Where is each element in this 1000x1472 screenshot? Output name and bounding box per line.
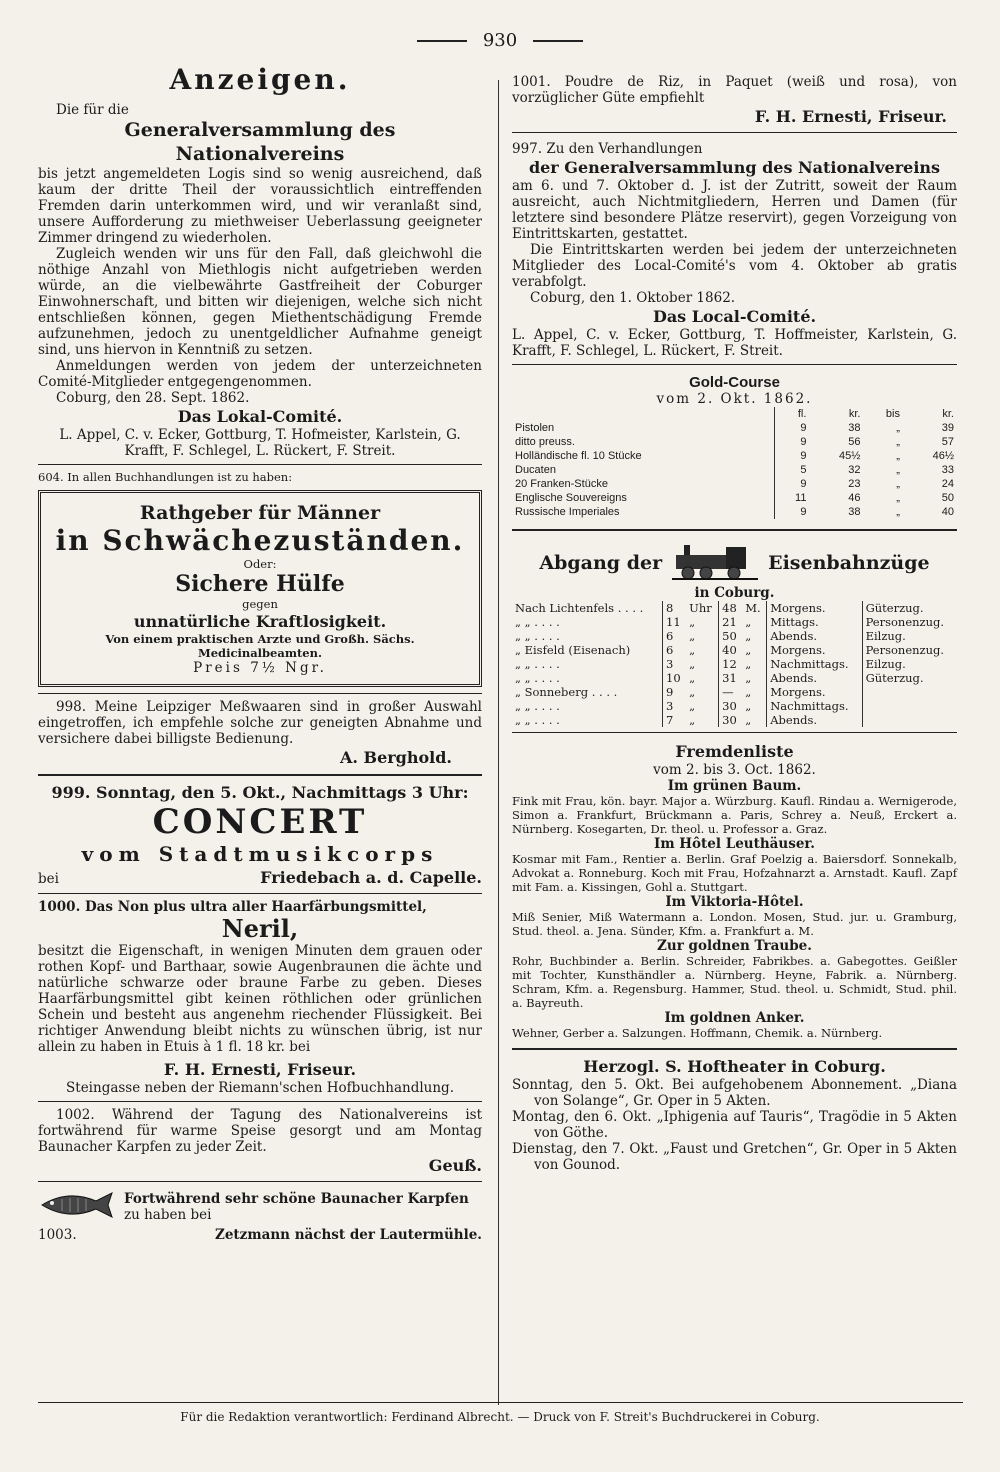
gold-cell-kr2: 40 — [941, 506, 954, 518]
ad1000-text: besitzt die Eigenschaft, in wenigen Minuten dem grauen oder rothen Kopf- und Barthaar, sowie Augenbraunen die ächte und natürliche schwarze oder braune Farbe zu geben. Dieses Haarfärbungsmittel gibt keinen röthlichen oder grünlichen Schein und besteht aus angenehm riechender Flüssigkeit. Bei richtiger Anwendung bleibt nichts zu wünschen übrig, ist nur allein zu haben in Etuis à 1 fl. 18 kr. bei — [38, 943, 482, 1055]
gold-cell-kr: 38 — [848, 506, 861, 518]
train-subtitle: in Coburg. — [694, 585, 775, 601]
train-cell-type: Personenzug. — [862, 615, 957, 629]
gold-cell-name: Ducaten — [515, 464, 556, 476]
ad604-price: Preis 7½ Ngr. — [193, 660, 327, 676]
gold-cell-kr: 46 — [848, 492, 861, 504]
ad1003-bottom — [38, 1227, 482, 1243]
right-column — [512, 74, 957, 1173]
train-row — [512, 629, 957, 643]
train-cell-type: Eilzug. — [862, 629, 957, 643]
ad604-line-7: Von einem praktischen Arzte und Großh. Sächs. Medicinalbeamten. — [105, 632, 415, 660]
ad1002-signature: Geuß. — [428, 1156, 482, 1175]
theater-line-2: Montag, den 6. Okt. „Iphigenia auf Tauris“, Tragödie in 5 Akten von Göthe. — [512, 1109, 957, 1141]
train-cell-type: Personenzug. — [862, 643, 957, 657]
divider — [38, 893, 482, 894]
ad997-names: L. Appel, C. v. Ecker, Gottburg, T. Hoffmeister, Karlstein, G. Krafft, F. Schlegel, L. Rückert, F. Streit. — [512, 327, 957, 359]
train-cell-time: Nachmittags. — [767, 699, 862, 713]
train-cell-minute: 31 — [719, 671, 743, 685]
theater-line-1: Sonntag, den 5. Okt. Bei aufgehobenem Abonnement. „Diana von Solange“, Gr. Oper in 5 Akten. — [512, 1077, 957, 1109]
ad997-line-1: 997. Zu den Verhandlungen — [512, 141, 703, 157]
train-cell-minute-unit: „ — [745, 643, 752, 657]
train-cell-minute: 12 — [719, 657, 743, 671]
ad1-paragraph-3: Anmeldungen werden von jedem der unterzeichneten Comité-Mitglieder entgegengenommen. — [38, 358, 482, 390]
train-cell-minute: 48 — [719, 601, 743, 615]
gold-cell-kr2: 46½ — [932, 450, 954, 462]
ad999-place: Friedebach a. d. Capelle. — [260, 868, 482, 887]
train-cell-destination: Nach Lichtenfels . . . . — [515, 601, 644, 615]
ad1000-address: Steingasse neben der Riemann'schen Hofbuchhandlung. — [66, 1080, 454, 1096]
train-cell-destination: „ „ . . . . — [515, 615, 560, 629]
divider — [512, 529, 957, 531]
train-cell-hour: 6 — [663, 643, 687, 657]
ad1003-text — [124, 1191, 482, 1223]
divider — [38, 1101, 482, 1102]
ad998-text: 998. Meine Leipziger Meßwaaren sind in großer Auswahl eingetroffen, ich empfehle solche zur geneigten Abnahme und versichere dabei billigste Bedienung. — [38, 699, 482, 747]
train-heading — [512, 541, 957, 585]
gold-cell-bis: „ — [896, 436, 900, 448]
train-cell-time: Morgens. — [767, 643, 862, 657]
train-cell-hour-unit: „ — [689, 643, 696, 657]
gold-header-bis: bis — [885, 408, 900, 420]
train-cell-minute-unit: „ — [745, 699, 752, 713]
gold-cell-name: Russische Imperiales — [515, 506, 620, 518]
ad604-line-2: in Schwächezuständen. — [55, 524, 465, 557]
train-cell-minute-unit: M. — [745, 601, 761, 615]
gold-row — [512, 477, 957, 491]
gold-row — [512, 505, 957, 519]
divider — [512, 132, 957, 133]
fremden-hotel-heading: Im Hôtel Leuthäuser. — [654, 836, 815, 852]
train-cell-hour-unit: „ — [689, 685, 696, 699]
train-cell-time: Morgens. — [767, 601, 862, 615]
train-cell-hour-unit: „ — [689, 671, 696, 685]
ad997-title: der Generalversammlung des Nationalvereins — [528, 158, 941, 177]
ad1003-line-3: Zetzmann nächst der Lautermühle. — [214, 1227, 482, 1243]
gold-subtitle: vom 2. Okt. 1862. — [656, 391, 813, 407]
gold-row — [512, 463, 957, 477]
train-cell-type — [862, 685, 957, 699]
train-cell-type: Güterzug. — [862, 601, 957, 615]
divider — [512, 1048, 957, 1050]
train-cell-hour-unit: „ — [689, 657, 696, 671]
ad1-paragraph-1: bis jetzt angemeldeten Logis sind so wenig ausreichend, daß kaum der dritte Theil der voraussichtlich eintreffenden Fremden darin unterkommen wird, und wir veranlaßt sind, unsere Aufforderung zu miethweiser Ueberlassung geeigneter Zimmer dringend zu wiederholen. — [38, 166, 482, 246]
section-heading: Anzeigen. — [169, 63, 351, 96]
train-cell-type — [862, 699, 957, 713]
ad1-title: Generalversammlung des Nationalvereins — [124, 119, 396, 165]
theater-line-3: Dienstag, den 7. Okt. „Faust und Gretchen“, Gr. Oper in 5 Akten von Gounod. — [512, 1141, 957, 1173]
fremden-hotel-heading: Im Viktoria-Hôtel. — [665, 894, 804, 910]
train-cell-minute-unit: „ — [745, 713, 752, 727]
train-cell-type: Eilzug. — [862, 657, 957, 671]
train-cell-type — [862, 713, 957, 727]
divider — [38, 1181, 482, 1182]
train-cell-hour-unit: „ — [689, 699, 696, 713]
ad1001-signature: F. H. Ernesti, Friseur. — [754, 107, 947, 126]
ad1000-line-1: 1000. Das Non plus ultra aller Haarfärbungsmittel, — [38, 899, 427, 915]
gold-header-fl: fl. — [774, 407, 809, 421]
ad997-paragraph-2: Die Eintrittskarten werden bei jedem der unterzeichneten Mitglieder des Local-Comité's vom 4. Oktober ab gratis verabfolgt. — [512, 242, 957, 290]
fremden-hotel-heading: Im grünen Baum. — [667, 778, 802, 794]
gold-cell-bis: „ — [896, 422, 900, 434]
gold-cell-fl: 5 — [774, 463, 809, 477]
fish-icon — [38, 1187, 118, 1227]
divider — [38, 464, 482, 465]
gold-cell-name: Pistolen — [515, 422, 555, 434]
train-cell-minute: — — [719, 685, 743, 699]
ad604-line-5: gegen — [242, 597, 278, 611]
ad999-location — [38, 867, 482, 888]
train-cell-minute-unit: „ — [745, 629, 752, 643]
ad604-line-4: Sichere Hülfe — [175, 571, 345, 597]
ad999-stadt: vom Stadtmusikcorps — [81, 842, 439, 866]
train-cell-minute-unit: „ — [745, 671, 752, 685]
gold-cell-fl: 9 — [774, 421, 809, 435]
ad1003-line-2: zu haben bei — [124, 1207, 212, 1223]
gold-cell-bis: „ — [896, 506, 900, 518]
gold-cell-name: Holländische fl. 10 Stücke — [515, 450, 642, 462]
gold-cell-kr2: 50 — [941, 492, 954, 504]
fremden-hotel-guests: Fink mit Frau, kön. bayr. Major a. Würzburg. Kaufl. Rindau a. Wernigerode, Simon a. Frankfurt, Brückmann a. Paris, Schrey a. Neuß, Erckert a. Nürnberg. Kosegarten, Dr. theol. u. Professor a. Graz. — [512, 794, 957, 836]
train-cell-destination: „ „ . . . . — [515, 671, 560, 685]
ad1003 — [38, 1187, 482, 1227]
page-number: 930 — [482, 30, 518, 51]
ad999-bei: bei — [38, 871, 59, 887]
train-cell-destination: „ „ . . . . — [515, 657, 560, 671]
train-cell-minute-unit: „ — [745, 657, 752, 671]
train-table — [512, 601, 957, 727]
ad999-line-1: 999. Sonntag, den 5. Okt., Nachmittags 3 Uhr: — [51, 783, 469, 802]
gold-row — [512, 449, 957, 463]
gold-cell-kr2: 39 — [941, 422, 954, 434]
train-cell-type: Güterzug. — [862, 671, 957, 685]
gold-row — [512, 491, 957, 505]
train-cell-minute: 21 — [719, 615, 743, 629]
locomotive-icon — [670, 541, 760, 585]
gold-cell-kr: 45½ — [839, 450, 861, 462]
gold-row — [512, 421, 957, 435]
train-cell-time: Mittags. — [767, 615, 862, 629]
train-row — [512, 601, 957, 615]
train-cell-time: Abends. — [767, 629, 862, 643]
gold-cell-fl: 9 — [774, 505, 809, 519]
train-cell-hour: 10 — [663, 671, 687, 685]
train-cell-destination: „ „ . . . . — [515, 629, 560, 643]
train-cell-hour: 8 — [663, 601, 687, 615]
fremden-list — [512, 778, 957, 1040]
gold-title: Gold-Course — [689, 374, 780, 391]
train-cell-destination: „ Sonneberg . . . . — [515, 685, 618, 699]
ad1000-neril: Neril, — [221, 914, 299, 943]
ad1-paragraph-2: Zugleich wenden wir uns für den Fall, daß gleichwohl die nöthige Anzahl von Miethlogis nicht aufgetrieben werden würde, an die vielbewährte Gastfreiheit der Coburger Einwohnerschaft, und bitten wir diejenigen, welche sich nicht entschließen können, gegen Miethentschädigung Fremde aufzunehmen, jedoch zu unentgeldlicher Aufnahme geneigt sind, uns hiervon in Kenntniß zu setzen. — [38, 246, 482, 358]
gold-cell-bis: „ — [896, 492, 900, 504]
fremden-hotel-heading: Zur goldnen Traube. — [657, 938, 812, 954]
ad604-line: 604. In allen Buchhandlungen ist zu haben: — [38, 470, 293, 484]
fremden-hotel-guests: Kosmar mit Fam., Rentier a. Berlin. Graf Poelzig a. Baiersdorf. Sonnekalb, Advokat a. Ronneburg. Koch mit Frau, Hofzahnarzt a. Arnstadt. Kaufl. Zapf mit Fam. a. Kissingen, Gohl a. Stuttgart. — [512, 852, 957, 894]
train-cell-hour: 11 — [663, 615, 687, 629]
gold-cell-fl: 11 — [774, 491, 809, 505]
train-cell-hour-unit: Uhr — [689, 601, 712, 615]
left-column — [38, 62, 482, 1243]
train-cell-hour-unit: „ — [689, 713, 696, 727]
ad1-names: L. Appel, C. v. Ecker, Gottburg, T. Hofmeister, Karlstein, G. Krafft, F. Schlegel, L. Rückert, F. Streit. — [59, 427, 461, 459]
train-cell-hour: 3 — [663, 657, 687, 671]
train-row — [512, 643, 957, 657]
page-footer: Für die Redaktion verantwortlich: Ferdinand Albrecht. — Druck von F. Streit's Buchdruckerei in Coburg. — [180, 1410, 820, 1424]
gold-header-kr: kr. — [848, 408, 861, 420]
train-cell-destination: „ „ . . . . — [515, 713, 560, 727]
train-cell-destination: „ Eisfeld (Eisenach) — [515, 643, 631, 657]
train-cell-minute-unit: „ — [745, 615, 752, 629]
ad1003-line-1: Fortwährend sehr schöne Baunacher Karpfen — [124, 1191, 469, 1207]
divider — [512, 364, 957, 365]
ad1002-text: 1002. Während der Tagung des Nationalvereins ist fortwährend für warme Speise gesorgt und am Montag Baunacher Karpfen zu jeder Zeit. — [38, 1107, 482, 1155]
divider — [38, 774, 482, 776]
gold-table — [512, 407, 957, 519]
gold-cell-name: 20 Franken-Stücke — [515, 478, 608, 490]
gold-cell-name: ditto preuss. — [515, 436, 575, 448]
ad1-signature: Das Lokal-Comité. — [177, 407, 343, 426]
train-cell-minute: 30 — [719, 713, 743, 727]
gold-cell-fl: 9 — [774, 477, 809, 491]
gold-cell-fl: 9 — [774, 435, 809, 449]
ad604-line-6: unnatürliche Kraftlosigkeit. — [133, 612, 387, 631]
fremden-hotel-guests: Wehner, Gerber a. Salzungen. Hoffmann, Chemik. a. Nürnberg. — [512, 1026, 883, 1040]
train-cell-minute-unit: „ — [745, 685, 752, 699]
ad1003-number: 1003. — [38, 1227, 77, 1243]
gold-cell-kr: 56 — [848, 436, 861, 448]
divider — [38, 693, 482, 694]
train-cell-minute: 40 — [719, 643, 743, 657]
train-cell-hour: 3 — [663, 699, 687, 713]
ad997-paragraph-1: am 6. und 7. Oktober d. J. ist der Zutritt, soweit der Raum ausreicht, auch Nichtmitgliedern, Herren und Damen (für letztere sind besondere Plätze reservirt), gegen Vorzeigung von Eintrittskarten, gestattet. — [512, 178, 957, 242]
gold-cell-kr: 38 — [848, 422, 861, 434]
ad997-date: Coburg, den 1. Oktober 1862. — [530, 290, 736, 306]
page-header — [0, 30, 1000, 51]
gold-header-kr2: kr. — [942, 408, 954, 420]
gold-cell-bis: „ — [896, 478, 900, 490]
header-dash-right — [533, 40, 583, 42]
theater-title: Herzogl. S. Hoftheater in Coburg. — [583, 1057, 886, 1076]
gold-row — [512, 435, 957, 449]
train-cell-hour: 7 — [663, 713, 687, 727]
ad999-concert: CONCERT — [152, 802, 368, 842]
train-cell-time: Abends. — [767, 671, 862, 685]
gold-cell-kr2: 24 — [941, 478, 954, 490]
ad604-box — [38, 490, 482, 687]
ad998-signature: A. Berghold. — [339, 748, 452, 767]
train-cell-time: Nachmittags. — [767, 657, 862, 671]
train-cell-minute: 50 — [719, 629, 743, 643]
fremden-subtitle: vom 2. bis 3. Oct. 1862. — [653, 762, 816, 778]
ad1001-text: 1001. Poudre de Riz, in Paquet (weiß und rosa), von vorzüglicher Güte empfiehlt — [512, 74, 957, 106]
train-row — [512, 671, 957, 685]
gold-header-name — [512, 407, 774, 421]
fremden-hotel-heading: Im goldnen Anker. — [664, 1010, 805, 1026]
train-cell-hour-unit: „ — [689, 629, 696, 643]
column-divider — [498, 80, 499, 1405]
gold-cell-kr: 23 — [848, 478, 861, 490]
gold-cell-bis: „ — [896, 464, 900, 476]
train-cell-hour: 9 — [663, 685, 687, 699]
ad997-signature: Das Local-Comité. — [652, 307, 817, 326]
train-row — [512, 713, 957, 727]
train-cell-hour-unit: „ — [689, 615, 696, 629]
train-row — [512, 615, 957, 629]
ad1000-signature: F. H. Ernesti, Friseur. — [163, 1060, 357, 1079]
train-cell-time: Abends. — [767, 713, 862, 727]
train-title-right: Eisenbahnzüge — [768, 552, 930, 574]
gold-cell-kr: 32 — [848, 464, 861, 476]
fremden-hotel-guests: Miß Senier, Miß Watermann a. London. Mosen, Stud. jur. u. Gramburg, Stud. theol. a. Jena. Sünder, Kfm. a. Frankfurt a. M. — [512, 910, 957, 938]
ad604-line-3: Oder: — [243, 557, 277, 571]
ad604-line-1: Rathgeber für Männer — [139, 502, 381, 524]
train-cell-hour: 6 — [663, 629, 687, 643]
fremden-title: Fremdenliste — [675, 742, 794, 761]
gold-cell-bis: „ — [896, 450, 900, 462]
ad1-intro: Die für die — [56, 102, 129, 118]
ad1-date: Coburg, den 28. Sept. 1862. — [56, 390, 250, 406]
gold-cell-kr2: 33 — [941, 464, 954, 476]
header-dash-left — [417, 40, 467, 42]
divider — [512, 732, 957, 733]
gold-cell-kr2: 57 — [941, 436, 954, 448]
gold-cell-fl: 9 — [774, 449, 809, 463]
fremden-hotel-guests: Rohr, Buchbinder a. Berlin. Schreider, Fabrikbes. a. Gabegottes. Geißler mit Tochter, Kunsthändler a. Nürnberg. Heyne, Fabrik. a. Nürnberg. Schram, Kfm. a. Regensburg. Hammer, Stud. theol. u. Schmidt, Stud. phil. a. Bayreuth. — [512, 954, 957, 1010]
gold-cell-name: Englische Souvereigns — [515, 492, 627, 504]
footer-rule — [38, 1402, 963, 1403]
train-cell-destination: „ „ . . . . — [515, 699, 560, 713]
gold-header-row — [512, 407, 957, 421]
train-row — [512, 699, 957, 713]
train-title-left: Abgang der — [539, 552, 663, 574]
train-row — [512, 657, 957, 671]
train-cell-time: Morgens. — [767, 685, 862, 699]
train-row — [512, 685, 957, 699]
train-cell-minute: 30 — [719, 699, 743, 713]
